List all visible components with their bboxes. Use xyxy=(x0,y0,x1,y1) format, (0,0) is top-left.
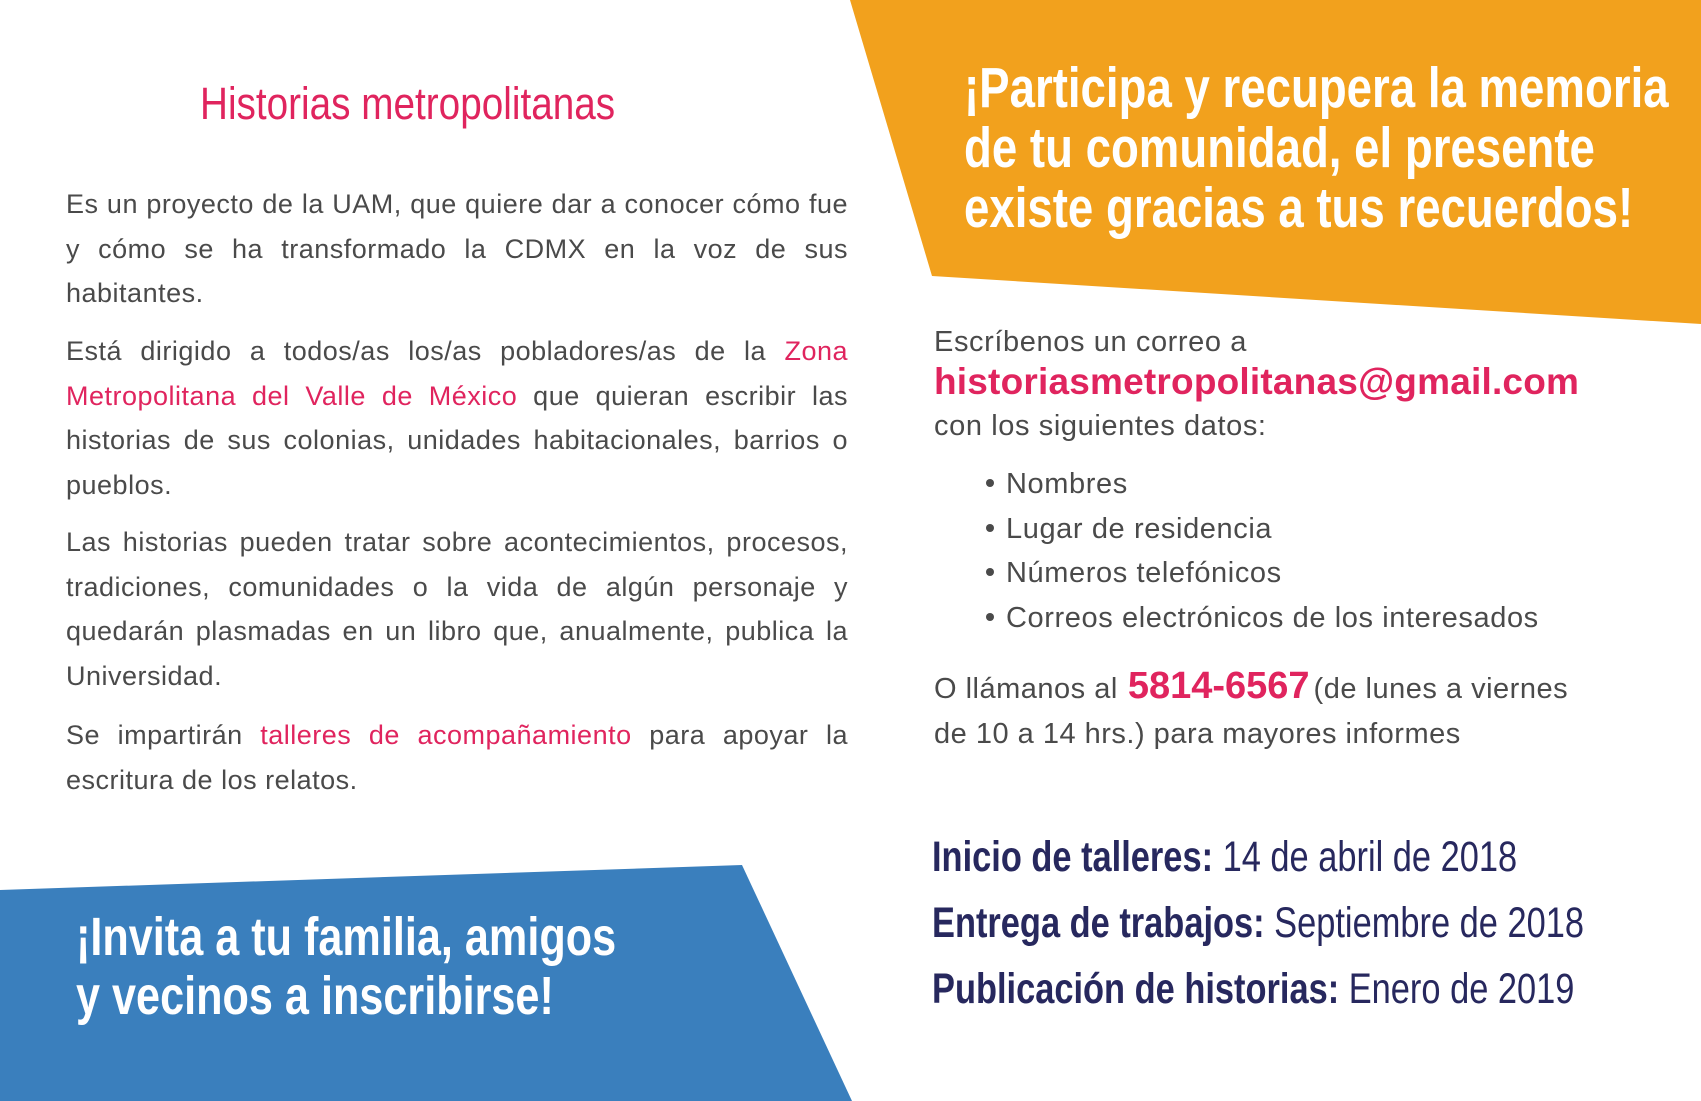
list-item xyxy=(986,462,1539,507)
date-value: Enero de 2019 xyxy=(1339,965,1575,1013)
contact-data-intro: con los siguientes datos: xyxy=(934,410,1267,442)
list-item-label: Nombres xyxy=(1006,468,1128,500)
date-label: Publicación de historias: xyxy=(932,965,1340,1013)
phone-intro: O llámanos al xyxy=(934,673,1118,705)
participate-headline xyxy=(964,56,1669,240)
contact-email-link[interactable]: historiasmetropolitanas@gmail.com xyxy=(934,361,1580,402)
bullet-icon xyxy=(986,524,994,532)
publication-date xyxy=(932,964,1574,1014)
participate-line-1: ¡Participa y recupera la memoria xyxy=(964,56,1669,120)
contact-intro: Escríbenos un correo a xyxy=(934,326,1248,358)
invite-line-2: y vecinos a inscribirse! xyxy=(76,966,554,1026)
bullet-icon xyxy=(986,568,994,576)
list-item xyxy=(986,551,1539,596)
list-item-label: Lugar de residencia xyxy=(1006,512,1273,545)
list-item xyxy=(986,507,1539,552)
workshops-text-end: para apoyar la escritura de los relatos. xyxy=(66,720,848,795)
zone-highlight: Zona Metropolitana del Valle de México xyxy=(66,336,848,411)
workshops-highlight: talleres de acompañamiento xyxy=(260,720,632,750)
audience-text-end: que quieran escribir las historias de sus colonias, unidades habitacionales, barrios o pueblos. xyxy=(66,380,848,500)
invite-headline xyxy=(76,908,652,1026)
list-item-label: Correos electrónicos de los interesados xyxy=(1006,601,1539,634)
bullet-icon xyxy=(986,613,994,621)
page-title: Historias metropolitanas xyxy=(200,78,616,129)
phone-number-link[interactable]: 5814-6567 xyxy=(1127,665,1310,707)
intro-paragraph: Es un proyecto de la UAM, que quiere dar a conocer cómo fue y cómo se ha transformado la CDMX en la voz de sus habitantes. xyxy=(66,189,848,308)
audience-paragraph xyxy=(66,329,848,507)
phone-info xyxy=(934,664,1654,757)
topics-paragraph: Las historias pueden tratar sobre acontecimientos, procesos, tradiciones, comunidades o la vida de algún personaje y quedarán plasmadas en un libro que, anualmente, publica la Universidad. xyxy=(66,527,848,691)
bullet-icon xyxy=(986,479,994,487)
required-data-list xyxy=(986,462,1539,640)
date-value: Septiembre de 2018 xyxy=(1264,899,1584,947)
participate-line-2: de tu comunidad, el presente xyxy=(964,116,1595,180)
phone-hours-end: de 10 a 14 hrs.) para mayores informes xyxy=(934,718,1461,750)
date-label: Entrega de trabajos: xyxy=(932,899,1265,947)
date-label: Inicio de talleres: xyxy=(932,833,1214,881)
workshops-paragraph xyxy=(66,713,848,802)
list-item xyxy=(986,596,1539,641)
submission-date xyxy=(932,898,1584,948)
workshops-text-start: Se impartirán xyxy=(66,720,261,750)
list-item-label: Números telefónicos xyxy=(1006,557,1282,589)
phone-hours-start: (de lunes a viernes xyxy=(1313,673,1569,705)
date-value: 14 de abril de 2018 xyxy=(1213,833,1518,881)
participate-line-3: existe gracias a tus recuerdos! xyxy=(964,176,1634,240)
invite-line-1: ¡Invita a tu familia, amigos xyxy=(76,907,617,967)
audience-text-start: Está dirigido a todos/as los/as pobladores/as de la xyxy=(66,336,785,366)
workshop-start-date xyxy=(932,832,1517,882)
